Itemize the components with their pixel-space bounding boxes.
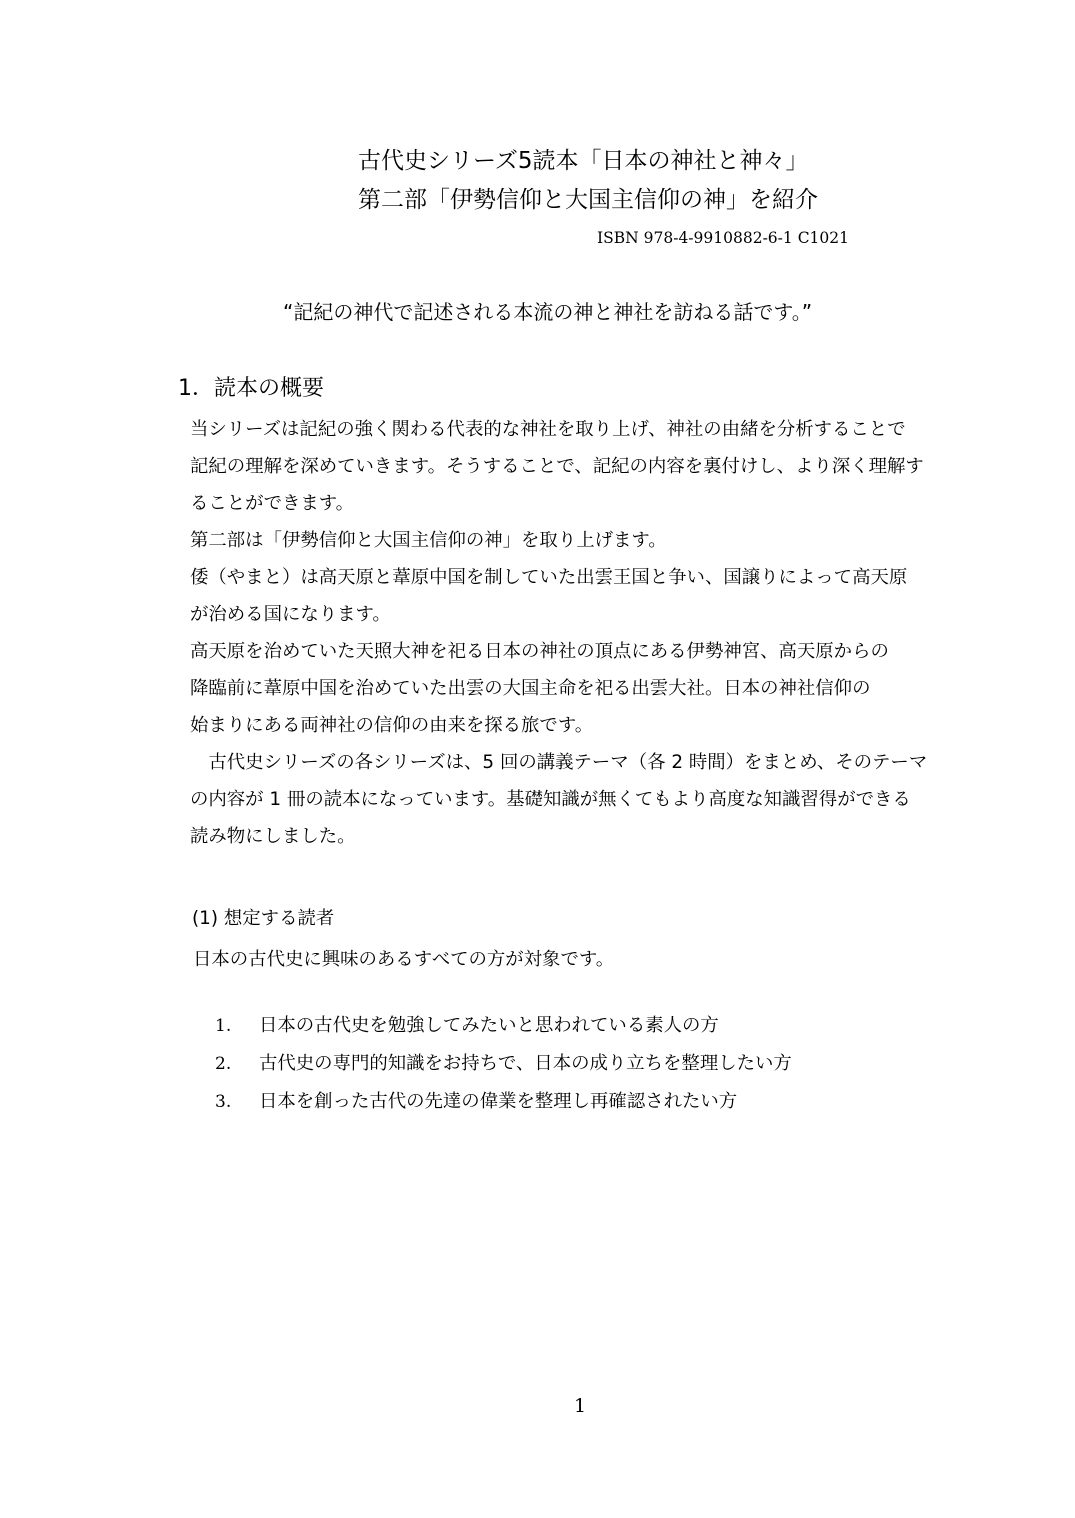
tagline-quote: “記紀の神代で記述される本流の神と神社を訪ねる話です。” — [283, 300, 813, 324]
list-item-text: 古代史の専門的知識をお持ちで、日本の成り立ちを整理したい方 — [259, 1053, 792, 1074]
body-line: 古代史シリーズの各シリーズは、5 回の講義テーマ（各 2 時間）をまとめ、そのテーマ — [190, 752, 928, 773]
list-item — [215, 1087, 792, 1125]
list-item — [215, 1049, 792, 1087]
list-item-text: 日本を創った古代の先達の偉業を整理し再確認されたい方 — [259, 1091, 738, 1112]
body-line: ることができます。 — [190, 493, 355, 514]
isbn-code: ISBN 978-4-9910882-6-1 C1021 — [597, 229, 850, 247]
body-line: 記紀の理解を深めていきます。そうすることで、記紀の内容を裏付けし、より深く理解す — [190, 456, 924, 477]
reader-list — [215, 1011, 792, 1125]
body-line: 読み物にしました。 — [190, 826, 356, 847]
body-line: 高天原を治めていた天照大神を祀る日本の神社の頂点にある伊勢神宮、高天原からの — [190, 641, 889, 662]
list-item-text: 日本の古代史を勉強してみたいと思われている素人の方 — [259, 1015, 719, 1036]
list-item — [215, 1011, 792, 1049]
list-item-number: 1. — [215, 1016, 232, 1036]
subsection-heading: (1) 想定する読者 — [192, 908, 335, 929]
section-heading: 1．読本の概要 — [178, 376, 324, 401]
document-title-line-2: 第二部「伊勢信仰と大国主信仰の神」を紹介 — [358, 187, 818, 213]
body-line: 倭（やまと）は高天原と葦原中国を制していた出雲王国と争い、国譲りによって高天原 — [190, 567, 908, 588]
overview-body — [190, 411, 1010, 855]
body-line: が治める国になります。 — [190, 604, 391, 625]
page-number: 1 — [573, 1395, 587, 1417]
body-line: 始まりにある両神社の信仰の由来を探る旅です。 — [190, 715, 594, 736]
body-line: 当シリーズは記紀の強く関わる代表的な神社を取り上げ、神社の由緒を分析することで — [190, 419, 906, 440]
audience-text: 日本の古代史に興味のあるすべての方が対象です。 — [193, 949, 615, 970]
body-line: 第二部は「伊勢信仰と大国主信仰の神」を取り上げます。 — [190, 530, 667, 551]
list-item-number: 3. — [215, 1092, 232, 1112]
list-item-number: 2. — [215, 1054, 232, 1074]
document-title-line-1: 古代史シリーズ5読本「日本の神社と神々」 — [358, 148, 809, 174]
body-line: の内容が 1 冊の読本になっています。基礎知識が無くてもより高度な知識習得ができる — [190, 789, 911, 810]
body-line: 降臨前に葦原中国を治めていた出雲の大国主命を祀る出雲大社。日本の神社信仰の — [190, 678, 871, 699]
